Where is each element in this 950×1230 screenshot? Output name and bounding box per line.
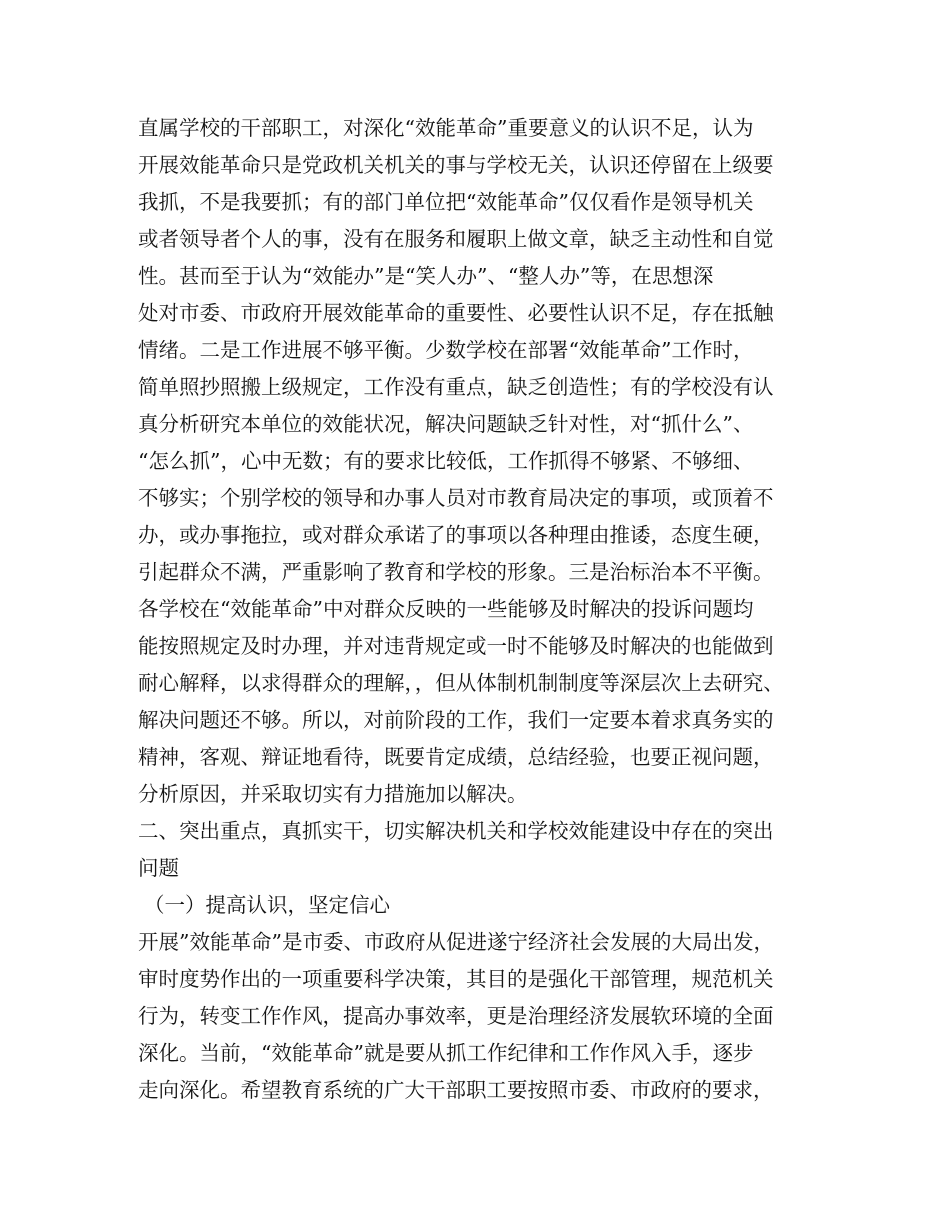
- text-line: 不够实；个别学校的领导和办事人员对市教育局决定的事项，或顶着不: [138, 486, 774, 510]
- text-line: 深化。当前，“效能革命”就是要从抓工作纪律和工作作风入手，逐步: [138, 1041, 754, 1065]
- text-line: 办，或办事拖拉，或对群众承诺了的事项以各种理由推诿，态度生硬，: [138, 523, 774, 547]
- body-text: [138, 110, 838, 1109]
- text-line: 解决问题还不够。所以，对前阶段的工作，我们一定要本着求真务实的: [138, 708, 774, 732]
- text-line: 走向深化。希望教育系统的广大干部职工要按照市委、市政府的要求，: [138, 1078, 774, 1102]
- text-line: 性。甚而至于认为“效能办”是“笑人办”、“整人办”等，在思想深: [138, 264, 714, 288]
- section-heading: 问题: [138, 856, 179, 880]
- text-line: 引起群众不满，严重影响了教育和学校的形象。三是治标治本不平衡。: [138, 560, 774, 584]
- text-line: 真分析研究本单位的效能状况，解决问题缺乏针对性，对“抓什么”、: [138, 412, 754, 436]
- subsection-heading: （一）提高认识，坚定信心: [144, 893, 390, 917]
- text-line: 各学校在“效能革命”中对群众反映的一些能够及时解决的投诉问题均: [138, 597, 754, 621]
- text-line: 开展”效能革命”是市委、市政府从促进遂宁经济社会发展的大局出发，: [138, 930, 774, 954]
- text-line: 简单照抄照搬上级规定，工作没有重点，缺乏创造性；有的学校没有认: [138, 375, 774, 399]
- text-line: 审时度势作出的一项重要科学决策，其目的是强化干部管理，规范机关: [138, 967, 774, 991]
- text-line: 开展效能革命只是党政机关机关的事与学校无关，认识还停留在上级要: [138, 153, 774, 177]
- section-heading: 二、突出重点，真抓实干，切实解决机关和学校效能建设中存在的突出: [138, 819, 774, 843]
- text-line: 精神，客观、辩证地看待，既要肯定成绩，总结经验，也要正视问题，: [138, 745, 774, 769]
- text-line: 能按照规定及时办理，并对违背规定或一时不能够及时解决的也能做到: [138, 634, 774, 658]
- text-line: “怎么抓”，心中无数；有的要求比较低，工作抓得不够紧、不够细、: [138, 449, 754, 473]
- text-line: 分析原因，并采取切实有力措施加以解决。: [138, 782, 528, 806]
- text-line: 耐心解释，以求得群众的理解，，但从体制机制制度等深层次上去研究、: [138, 671, 784, 695]
- text-line: 或者领导者个人的事，没有在服务和履职上做文章，缺乏主动性和自觉: [138, 227, 774, 251]
- text-line: 处对市委、市政府开展效能革命的重要性、必要性认识不足，存在抵触: [138, 301, 774, 325]
- text-line: 直属学校的干部职工，对深化“效能革命”重要意义的认识不足，认为: [138, 116, 754, 140]
- text-line: 情绪。二是工作进展不够平衡。少数学校在部署“效能革命”工作时，: [138, 338, 754, 362]
- text-line: 我抓，不是我要抓；有的部门单位把“效能革命”仅仅看作是领导机关: [138, 190, 754, 214]
- text-line: 行为，转变工作作风，提高办事效率，更是治理经济发展软环境的全面: [138, 1004, 774, 1028]
